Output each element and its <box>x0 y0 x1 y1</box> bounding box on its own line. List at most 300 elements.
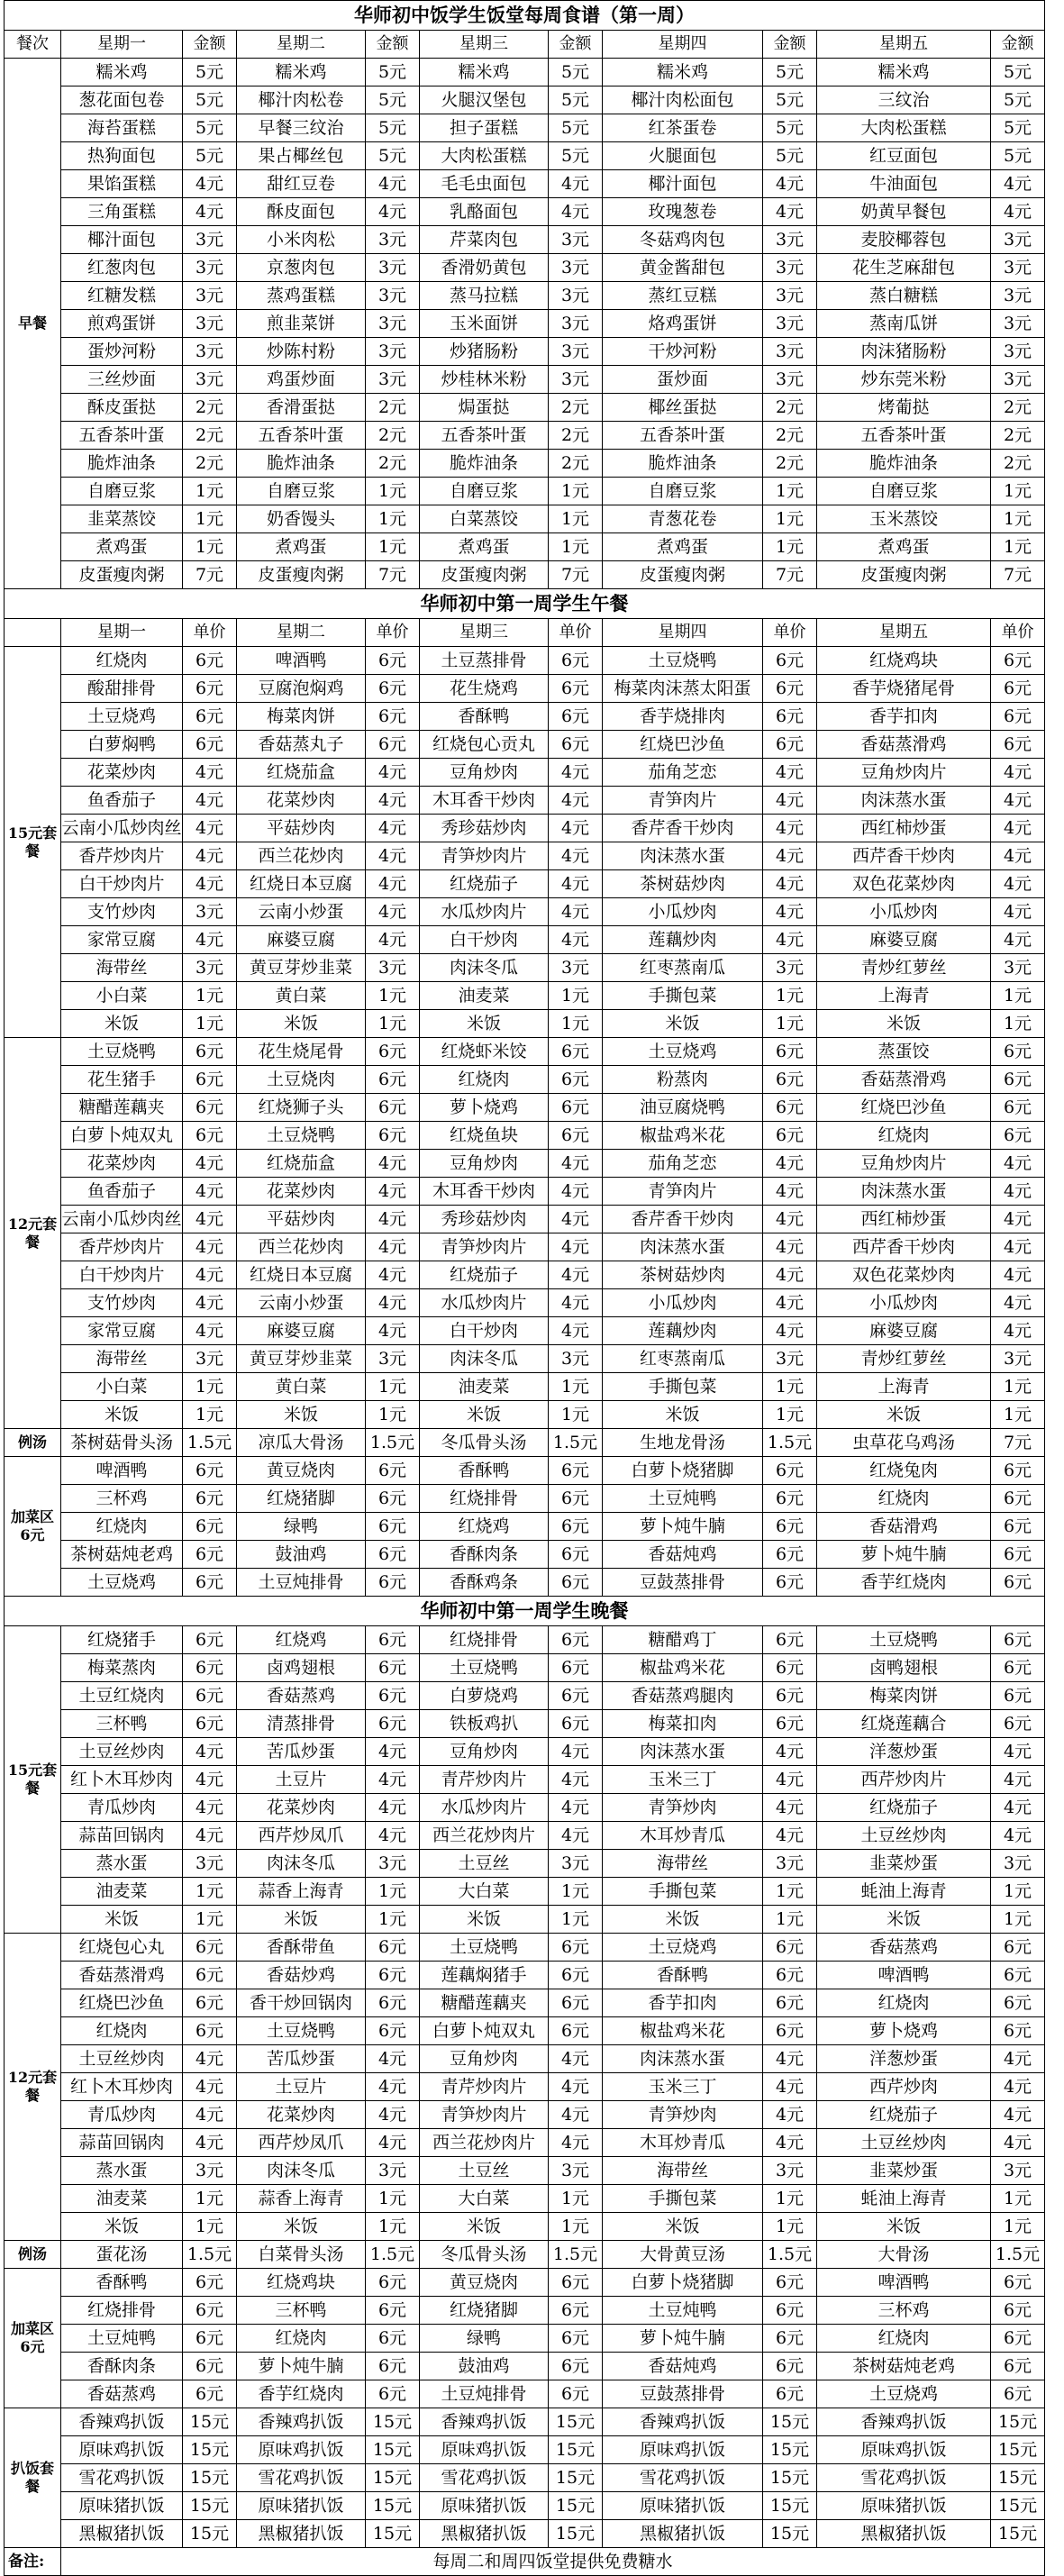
breakfast-label: 早餐 <box>5 59 61 589</box>
dish-name: 香酥鸭 <box>603 1962 763 1989</box>
dish-name: 香菇蒸鸡腿肉 <box>603 1682 763 1710</box>
dish-price: 3元 <box>763 282 817 310</box>
dish-price: 2元 <box>991 422 1045 450</box>
column-header: 单价 <box>366 619 420 647</box>
dish-name: 京葱肉包 <box>237 254 366 282</box>
dish-price: 6元 <box>549 2297 603 2325</box>
dish-name: 麦胶椰蓉包 <box>817 226 991 254</box>
dish-price: 4元 <box>549 1206 603 1233</box>
dish-name: 红烧猪脚 <box>420 2297 549 2325</box>
dish-name: 肉沫蒸水蛋 <box>817 787 991 815</box>
dish-price: 6元 <box>183 1962 237 1989</box>
dish-price: 2元 <box>549 394 603 422</box>
dish-price: 3元 <box>183 954 237 982</box>
dish-name: 白干炒肉片 <box>61 870 183 898</box>
dish-name: 雪花鸡扒饭 <box>237 2464 366 2492</box>
dish-name: 大肉松蛋糕 <box>817 114 991 142</box>
dish-price: 1元 <box>549 533 603 561</box>
dish-price: 5元 <box>991 86 1045 114</box>
menu-row <box>5 926 1045 954</box>
dish-name: 五香茶叶蛋 <box>603 422 763 450</box>
dish-name: 白萝焖鸭 <box>61 731 183 759</box>
dish-name: 青炒红萝丝 <box>817 1345 991 1373</box>
dish-name: 青笋肉片 <box>603 787 763 815</box>
dish-price: 15元 <box>183 2464 237 2492</box>
dish-price: 6元 <box>991 1038 1045 1066</box>
dish-name: 香芋扣肉 <box>817 703 991 731</box>
dish-price: 3元 <box>549 254 603 282</box>
dish-price: 6元 <box>763 731 817 759</box>
dish-name: 粉蒸肉 <box>603 1066 763 1094</box>
dish-name: 米饭 <box>603 1401 763 1429</box>
dish-price: 6元 <box>991 1066 1045 1094</box>
dish-name: 雪花鸡扒饭 <box>603 2464 763 2492</box>
dish-name: 米饭 <box>61 1401 183 1429</box>
dish-price: 5元 <box>763 86 817 114</box>
dish-name: 豆角炒肉 <box>420 1150 549 1178</box>
dish-price: 3元 <box>991 2157 1045 2185</box>
dish-name: 水瓜炒肉片 <box>420 1794 549 1822</box>
dish-name: 原味猪扒饭 <box>817 2492 991 2520</box>
dish-price: 5元 <box>183 86 237 114</box>
dish-price: 15元 <box>549 2520 603 2548</box>
menu-row <box>5 394 1045 422</box>
menu-row <box>5 226 1045 254</box>
dish-name: 脆炸油条 <box>603 450 763 478</box>
dish-name: 毛毛虫面包 <box>420 170 549 198</box>
dish-price: 6元 <box>991 1962 1045 1989</box>
dish-name: 蒸水蛋 <box>61 2157 183 2185</box>
dish-price: 6元 <box>763 1513 817 1541</box>
dish-name: 苦瓜炒蛋 <box>237 1738 366 1766</box>
dish-name: 白干炒肉 <box>420 1317 549 1345</box>
dish-price: 6元 <box>991 1989 1045 2017</box>
dish-name: 香芹炒肉片 <box>61 1233 183 1261</box>
dish-price: 4元 <box>183 759 237 787</box>
dish-name: 莲藕焖猪手 <box>420 1962 549 1989</box>
dish-price: 1.5元 <box>366 2241 420 2269</box>
dish-name: 炒桂林米粉 <box>420 366 549 394</box>
dish-name: 炒陈村粉 <box>237 338 366 366</box>
dish-price: 6元 <box>763 1710 817 1738</box>
dish-price: 3元 <box>549 1850 603 1878</box>
dish-price: 4元 <box>183 1261 237 1289</box>
dish-price: 4元 <box>183 2129 237 2157</box>
menu-row <box>5 1401 1045 1429</box>
dish-name: 红烧鸡块 <box>237 2269 366 2297</box>
dish-price: 4元 <box>183 1178 237 1206</box>
dish-name: 白干炒肉片 <box>61 1261 183 1289</box>
dish-price: 3元 <box>366 1850 420 1878</box>
dish-name: 红烧兔肉 <box>817 1457 991 1485</box>
dish-name: 大肉松蛋糕 <box>420 142 549 170</box>
dish-price: 3元 <box>763 2157 817 2185</box>
dish-price: 6元 <box>549 675 603 703</box>
dish-price: 1元 <box>763 2185 817 2213</box>
dish-name: 莲藕炒肉 <box>603 926 763 954</box>
dish-price: 6元 <box>183 1626 237 1654</box>
dish-price: 1元 <box>366 1906 420 1934</box>
menu-row <box>5 1010 1045 1038</box>
dish-price: 1元 <box>366 982 420 1010</box>
dish-price: 3元 <box>366 338 420 366</box>
dish-price: 4元 <box>366 1822 420 1850</box>
dish-price: 3元 <box>763 254 817 282</box>
dish-price: 6元 <box>183 1122 237 1150</box>
dish-name: 西芹炒凤爪 <box>237 2129 366 2157</box>
dish-price: 4元 <box>763 1317 817 1345</box>
dish-price: 6元 <box>763 1066 817 1094</box>
dish-price: 4元 <box>763 1206 817 1233</box>
dish-price: 15元 <box>991 2464 1045 2492</box>
dish-price: 2元 <box>366 394 420 422</box>
dish-name: 红烧日本豆腐 <box>237 1261 366 1289</box>
dish-name: 红烧肉 <box>237 2325 366 2353</box>
dish-price: 15元 <box>763 2464 817 2492</box>
menu-row <box>5 561 1045 589</box>
dish-name: 豆腐泡焖鸡 <box>237 675 366 703</box>
dish-name: 虫草花乌鸡汤 <box>817 1429 991 1457</box>
dish-price: 3元 <box>366 254 420 282</box>
dish-name: 肉沫冬瓜 <box>420 954 549 982</box>
dish-price: 1元 <box>991 505 1045 533</box>
column-header: 金额 <box>183 31 237 59</box>
dish-price: 4元 <box>991 1738 1045 1766</box>
dish-price: 4元 <box>991 2101 1045 2129</box>
dish-name: 韭菜炒蛋 <box>817 1850 991 1878</box>
dish-price: 15元 <box>366 2436 420 2464</box>
dish-name: 西芹炒凤爪 <box>237 1822 366 1850</box>
menu-row <box>5 1429 1045 1457</box>
dish-name: 三杯鸡 <box>61 1485 183 1513</box>
dish-price: 6元 <box>549 1541 603 1569</box>
dish-price: 6元 <box>183 1569 237 1597</box>
menu-row <box>5 282 1045 310</box>
menu-row <box>5 422 1045 450</box>
dish-price: 3元 <box>763 1345 817 1373</box>
dish-price: 4元 <box>183 2073 237 2101</box>
dish-price: 1元 <box>991 982 1045 1010</box>
dish-price: 1元 <box>183 1373 237 1401</box>
dish-price: 6元 <box>183 1934 237 1962</box>
dish-price: 4元 <box>549 2045 603 2073</box>
dish-name: 红豆面包 <box>817 142 991 170</box>
dish-name: 茶树菇骨头汤 <box>61 1429 183 1457</box>
menu-row <box>5 1794 1045 1822</box>
dish-price: 6元 <box>763 2353 817 2380</box>
dish-price: 6元 <box>763 2297 817 2325</box>
dish-price: 4元 <box>366 2129 420 2157</box>
dish-price: 6元 <box>183 1682 237 1710</box>
dish-name: 上海青 <box>817 1373 991 1401</box>
dish-name: 红烧鱼块 <box>420 1122 549 1150</box>
dish-name: 土豆烧鸭 <box>817 1626 991 1654</box>
dish-name: 皮蛋瘦肉粥 <box>61 561 183 589</box>
dish-price: 4元 <box>549 1178 603 1206</box>
dish-price: 4元 <box>366 1738 420 1766</box>
menu-row <box>5 1906 1045 1934</box>
dinner-extra-label <box>5 2269 61 2408</box>
dish-price: 1元 <box>991 478 1045 505</box>
dish-name: 青炒红萝丝 <box>817 954 991 982</box>
dish-name: 香菇炒鸡 <box>237 1962 366 1989</box>
dish-name: 西芹炒肉片 <box>817 1766 991 1794</box>
dish-name: 红烧肉 <box>61 647 183 675</box>
dish-name: 香芋扣肉 <box>603 1989 763 2017</box>
dish-price: 4元 <box>366 1317 420 1345</box>
dish-name: 白菜蒸饺 <box>420 505 549 533</box>
dish-price: 1元 <box>366 2213 420 2241</box>
dish-price: 2元 <box>991 394 1045 422</box>
dish-name: 果占椰丝包 <box>237 142 366 170</box>
dish-price: 6元 <box>549 1066 603 1094</box>
dish-name: 炒猪肠粉 <box>420 338 549 366</box>
dish-name: 三丝炒面 <box>61 366 183 394</box>
dish-price: 1元 <box>549 1906 603 1934</box>
dish-name: 土豆烧鸭 <box>420 1654 549 1682</box>
dish-name: 双色花菜炒肉 <box>817 1261 991 1289</box>
dish-price: 1元 <box>549 1401 603 1429</box>
dish-price: 15元 <box>549 2492 603 2520</box>
column-header: 金额 <box>366 31 420 59</box>
menu-row <box>5 1569 1045 1597</box>
dish-name: 红烧肉 <box>61 1513 183 1541</box>
dish-price: 6元 <box>183 1485 237 1513</box>
lunch-set12-label: 12元套餐 <box>5 1038 61 1429</box>
section-label-line: 加菜区 <box>10 1508 54 1525</box>
dish-price: 1元 <box>549 2213 603 2241</box>
dish-name: 香酥鸭 <box>420 1457 549 1485</box>
dish-price: 6元 <box>183 2380 237 2408</box>
dish-price: 3元 <box>991 1345 1045 1373</box>
menu-row <box>5 1541 1045 1569</box>
dish-name: 原味鸡扒饭 <box>237 2436 366 2464</box>
dish-price: 1元 <box>183 478 237 505</box>
dish-name: 麻婆豆腐 <box>237 1317 366 1345</box>
menu-row <box>5 2380 1045 2408</box>
dish-price: 2元 <box>549 450 603 478</box>
dish-price: 7元 <box>991 561 1045 589</box>
dish-name: 玫瑰葱卷 <box>603 198 763 226</box>
dish-name: 土豆烧鸭 <box>603 647 763 675</box>
dish-name: 香芋红烧肉 <box>237 2380 366 2408</box>
dish-name: 黑椒猪扒饭 <box>420 2520 549 2548</box>
dish-price: 6元 <box>183 1654 237 1682</box>
dish-name: 蒸南瓜饼 <box>817 310 991 338</box>
dish-price: 1元 <box>183 1010 237 1038</box>
menu-row <box>5 1122 1045 1150</box>
dish-price: 4元 <box>549 926 603 954</box>
dish-price: 1元 <box>991 533 1045 561</box>
menu-row <box>5 1738 1045 1766</box>
dish-name: 蒜苗回锅肉 <box>61 1822 183 1850</box>
dish-price: 6元 <box>183 2325 237 2353</box>
note-text: 每周二和周四饭堂提供免费糖水 <box>61 2548 1045 2576</box>
dish-price: 15元 <box>763 2520 817 2548</box>
dish-price: 1.5元 <box>366 1429 420 1457</box>
dish-price: 2元 <box>763 450 817 478</box>
dish-name: 手撕包菜 <box>603 1878 763 1906</box>
dish-price: 3元 <box>991 254 1045 282</box>
menu-row <box>5 1289 1045 1317</box>
dish-name: 红烧茄盒 <box>237 1150 366 1178</box>
dish-price: 5元 <box>366 142 420 170</box>
dish-price: 5元 <box>991 142 1045 170</box>
dish-name: 红烧鸡块 <box>817 647 991 675</box>
menu-row <box>5 1766 1045 1794</box>
dish-name: 香酥鸡条 <box>420 1569 549 1597</box>
dish-price: 4元 <box>549 1289 603 1317</box>
dish-name: 奶黄早餐包 <box>817 198 991 226</box>
dish-price: 3元 <box>183 338 237 366</box>
dish-price: 6元 <box>183 1513 237 1541</box>
menu-row <box>5 2101 1045 2129</box>
menu-row <box>5 1038 1045 1066</box>
menu-row <box>5 114 1045 142</box>
dish-price: 15元 <box>991 2492 1045 2520</box>
dish-name: 早餐三纹治 <box>237 114 366 142</box>
dish-name: 红烧茄子 <box>817 1794 991 1822</box>
dish-name: 蒸蛋饺 <box>817 1038 991 1066</box>
dish-price: 1元 <box>366 1010 420 1038</box>
dish-price: 4元 <box>549 1233 603 1261</box>
dish-name: 自磨豆浆 <box>420 478 549 505</box>
dish-price: 4元 <box>183 170 237 198</box>
dish-price: 15元 <box>991 2436 1045 2464</box>
dish-name: 香辣鸡扒饭 <box>237 2408 366 2436</box>
dish-name: 白萝卜炖双丸 <box>420 2017 549 2045</box>
dish-name: 生地龙骨汤 <box>603 1429 763 1457</box>
dish-price: 15元 <box>763 2492 817 2520</box>
dish-price: 4元 <box>991 898 1045 926</box>
menu-row <box>5 366 1045 394</box>
dish-name: 豆角炒肉片 <box>817 759 991 787</box>
dish-price: 4元 <box>763 1150 817 1178</box>
menu-row <box>5 1373 1045 1401</box>
dish-name: 蒸白糖糕 <box>817 282 991 310</box>
dish-name: 小瓜炒肉 <box>817 1289 991 1317</box>
dish-price: 1.5元 <box>549 2241 603 2269</box>
dish-name: 红烧肉 <box>817 1485 991 1513</box>
dish-price: 2元 <box>763 394 817 422</box>
dish-price: 6元 <box>763 1122 817 1150</box>
dish-price: 6元 <box>549 1457 603 1485</box>
menu-row <box>5 254 1045 282</box>
dish-name: 香滑奶黄包 <box>420 254 549 282</box>
dish-name: 蛋炒河粉 <box>61 338 183 366</box>
menu-sheet <box>4 0 1044 2576</box>
dish-price: 6元 <box>366 1989 420 2017</box>
dish-price: 5元 <box>549 142 603 170</box>
menu-row <box>5 2520 1045 2548</box>
dish-price: 4元 <box>991 1206 1045 1233</box>
dinner-soup-label: 例汤 <box>5 2241 61 2269</box>
dish-name: 红烧肉 <box>817 1989 991 2017</box>
menu-row <box>5 1878 1045 1906</box>
dish-name: 啤酒鸭 <box>817 1962 991 1989</box>
dish-name: 木耳香干炒肉 <box>420 1178 549 1206</box>
dish-name: 肉沫冬瓜 <box>237 1850 366 1878</box>
dish-price: 1元 <box>763 1401 817 1429</box>
dish-price: 3元 <box>991 226 1045 254</box>
note-label: 备注: <box>5 2548 61 2576</box>
column-header: 金额 <box>763 31 817 59</box>
dinner-title: 华师初中第一周学生晚餐 <box>5 1597 1045 1626</box>
dish-price: 6元 <box>549 2269 603 2297</box>
dish-name: 红烧鸡 <box>237 1626 366 1654</box>
lunch-set15-label: 15元套餐 <box>5 647 61 1038</box>
dish-name: 卤鸭翅根 <box>817 1654 991 1682</box>
dish-price: 6元 <box>763 675 817 703</box>
menu-row <box>5 1626 1045 1654</box>
dish-name: 米饭 <box>237 1906 366 1934</box>
dish-price: 15元 <box>183 2520 237 2548</box>
dish-price: 6元 <box>549 1654 603 1682</box>
dish-price: 7元 <box>549 561 603 589</box>
dish-price: 6元 <box>366 703 420 731</box>
dish-name: 肉沫蒸水蛋 <box>603 1233 763 1261</box>
dish-name: 香辣鸡扒饭 <box>420 2408 549 2436</box>
dish-price: 3元 <box>549 282 603 310</box>
dish-name: 冬瓜骨头汤 <box>420 1429 549 1457</box>
dish-name: 花菜炒肉 <box>237 787 366 815</box>
dish-price: 6元 <box>183 731 237 759</box>
dish-price: 1元 <box>366 478 420 505</box>
dish-price: 5元 <box>763 114 817 142</box>
dish-name: 土豆烧鸡 <box>61 703 183 731</box>
dish-price: 4元 <box>991 1794 1045 1822</box>
dish-name: 玉米蒸饺 <box>817 505 991 533</box>
dish-name: 白菜骨头汤 <box>237 2241 366 2269</box>
dish-name: 白萝卜烧猪脚 <box>603 1457 763 1485</box>
menu-row <box>5 1485 1045 1513</box>
dish-price: 4元 <box>763 1261 817 1289</box>
dish-price: 6元 <box>763 1682 817 1710</box>
dish-price: 15元 <box>763 2408 817 2436</box>
dish-name: 红烧茄盒 <box>237 759 366 787</box>
dish-price: 4元 <box>763 170 817 198</box>
dish-price: 6元 <box>763 1626 817 1654</box>
note-row <box>5 2548 1045 2576</box>
dish-name: 土豆丝 <box>420 2157 549 2185</box>
dish-name: 奶香馒头 <box>237 505 366 533</box>
menu-row <box>5 478 1045 505</box>
dish-name: 米饭 <box>237 1401 366 1429</box>
dish-price: 1元 <box>183 533 237 561</box>
dish-name: 糖醋鸡丁 <box>603 1626 763 1654</box>
dish-name: 海带丝 <box>603 2157 763 2185</box>
section-label-line: 6元 <box>20 1526 45 1543</box>
dish-name: 茶树菇炖老鸡 <box>817 2353 991 2380</box>
dish-name: 葱花面包卷 <box>61 86 183 114</box>
dish-price: 3元 <box>763 366 817 394</box>
dish-name: 秀珍菇炒肉 <box>420 1206 549 1233</box>
dish-name: 香酥鸭 <box>61 2269 183 2297</box>
dish-price: 4元 <box>991 2073 1045 2101</box>
dish-name: 香芋烧排肉 <box>603 703 763 731</box>
dish-price: 6元 <box>183 675 237 703</box>
dish-name: 花生芝麻甜包 <box>817 254 991 282</box>
dish-price: 3元 <box>549 954 603 982</box>
dish-name: 豆鼓蒸排骨 <box>603 1569 763 1597</box>
dish-price: 4元 <box>183 1822 237 1850</box>
dish-name: 香芋红烧肉 <box>817 1569 991 1597</box>
dish-name: 担子蛋糕 <box>420 114 549 142</box>
dish-price: 7元 <box>991 1429 1045 1457</box>
lunch-title: 华师初中第一周学生午餐 <box>5 589 1045 619</box>
menu-row <box>5 1850 1045 1878</box>
dish-price: 4元 <box>549 1261 603 1289</box>
